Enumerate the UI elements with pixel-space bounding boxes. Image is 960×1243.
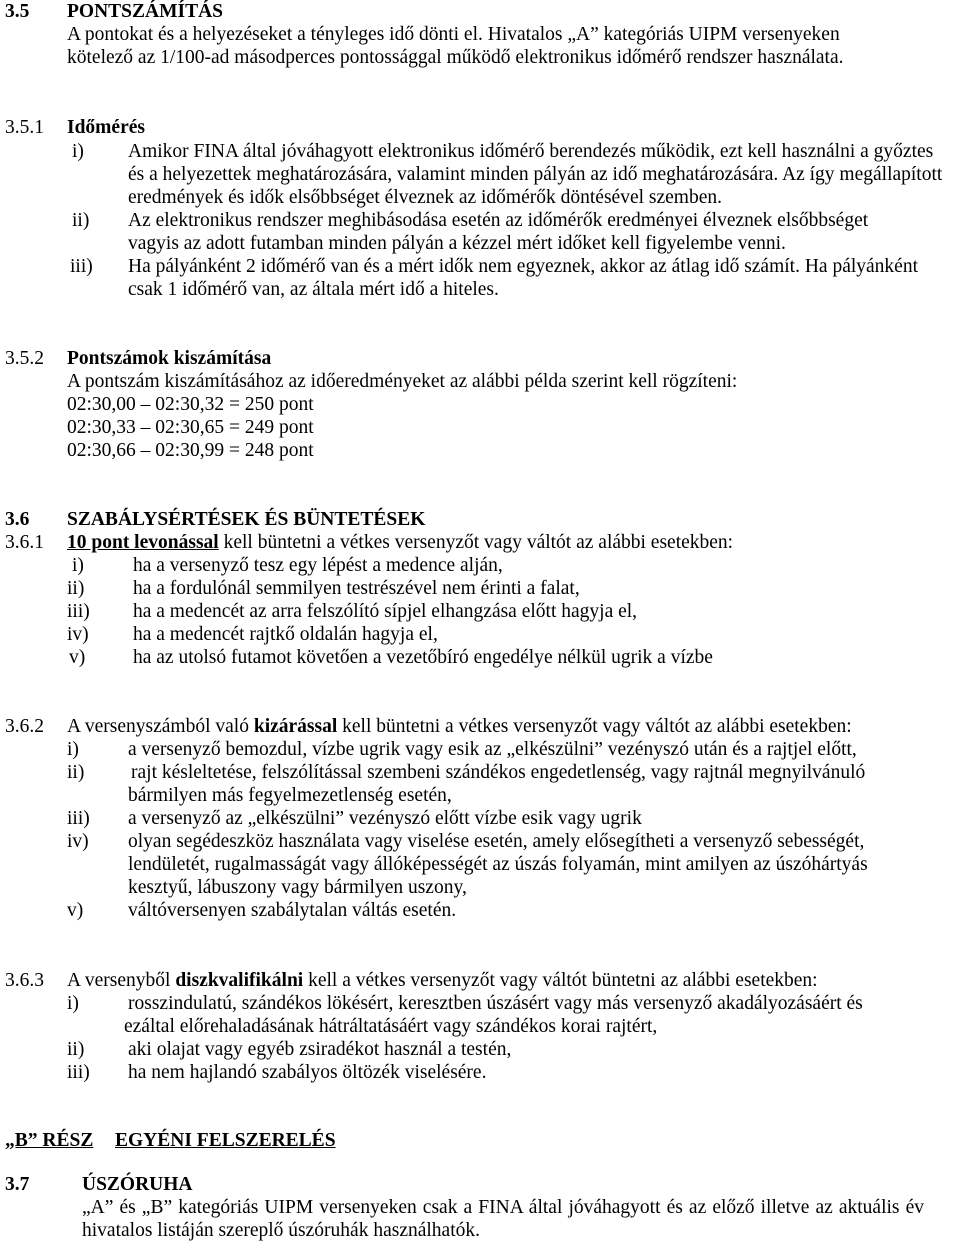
lead-text: A versenyszámból való — [67, 716, 254, 737]
example-line: 02:30,66 – 02:30,99 = 248 pont — [67, 440, 314, 461]
list-marker: iii) — [67, 601, 90, 622]
part-label: „B” RÉSZ — [5, 1130, 94, 1151]
list-item-text: ha nem hajlandó szabályos öltözék viselésére. — [128, 1062, 487, 1083]
list-item-text: rajt késleltetése, felszólítással szembeni szándékos engedetlenség, vagy rajtnál megnyilvánuló — [131, 762, 866, 783]
list-item-text: ha a medencét rajtkő oldalán hagyja el, — [133, 624, 438, 645]
list-marker: i) — [72, 141, 84, 162]
lead-text: kell a vétkes versenyzőt vagy váltót büntetni az alábbi esetekben: — [303, 970, 818, 991]
section-lead — [67, 531, 733, 554]
section-number: 3.5.2 — [5, 348, 44, 369]
section-number: 3.5 — [5, 1, 30, 22]
lead-emphasis: 10 pont levonással — [67, 532, 219, 553]
paragraph-line: kötelező az 1/100-ad másodperces pontossággal működő elektronikus időmérő rendszer használata. — [67, 47, 844, 68]
list-item-text: Az elektronikus rendszer meghibásodása esetén az időmérők eredményei élveznek elsőbbséget — [128, 210, 869, 231]
lead-emphasis: kizárással — [253, 716, 338, 737]
section-number: 3.6.2 — [5, 716, 44, 737]
section-number: 3.6.1 — [5, 532, 44, 553]
list-marker: ii) — [67, 1039, 85, 1060]
list-item-text: lendületét, rugalmasságát vagy állóképességét az úszás folyamán, mint amilyen az úszóhártyás — [128, 854, 868, 875]
list-item-text: ezáltal előrehaladásának hátráltatásáért vagy szándékos korai rajtért, — [124, 1016, 658, 1037]
list-marker: iii) — [67, 1062, 90, 1083]
section-title: PONTSZÁMÍTÁS — [67, 1, 224, 22]
section-number: 3.5.1 — [5, 117, 44, 138]
paragraph-line: A pontokat és a helyezéseket a tényleges idő dönti el. Hivatalos „A” kategóriás UIPM versenyeken — [67, 24, 840, 45]
list-marker: i) — [67, 739, 79, 760]
list-marker: iv) — [67, 831, 89, 852]
lead-text: kell büntetni a vétkes versenyzőt vagy váltót az alábbi esetekben: — [337, 716, 852, 737]
section-number: 3.7 — [5, 1174, 30, 1195]
list-item-text: olyan segédeszköz használata vagy viselése esetén, amely elősegítheti a versenyző sebességét, — [128, 831, 865, 852]
list-marker: v) — [67, 900, 84, 921]
list-item-text: eredmények és idők elsőbbséget élveznek az időmérők döntésével szemben. — [128, 187, 722, 208]
list-item-text: csak 1 időmérő van, az általa mért idő a hiteles. — [128, 279, 499, 300]
section-lead — [67, 715, 852, 738]
list-item-text: ha a fordulónál semmilyen testrészével nem érinti a falat, — [133, 578, 580, 599]
section-lead — [67, 969, 818, 992]
list-item-text: aki olajat vagy egyéb zsiradékot használ a testén, — [128, 1039, 512, 1060]
list-marker: ii) — [67, 762, 85, 783]
list-item-text: Ha pályánként 2 időmérő van és a mért idők nem egyeznek, akkor az átlag idő számít. Ha pályánként — [128, 256, 919, 277]
list-marker: ii) — [72, 210, 90, 231]
list-item-text: váltóversenyen szabálytalan váltás esetén. — [128, 900, 457, 921]
list-item-text: ha a versenyző tesz egy lépést a medence alján, — [133, 555, 503, 576]
part-title: EGYÉNI FELSZERELÉS — [115, 1130, 336, 1151]
list-item-text: ha a medencét az arra felszólító sípjel elhangzása előtt hagyja el, — [133, 601, 638, 622]
example-line: 02:30,33 – 02:30,65 = 249 pont — [67, 417, 314, 438]
list-item-text: a versenyző bemozdul, vízbe ugrik vagy esik az „elkészülni” vezényszó után és a rajtjel előtt, — [128, 739, 857, 760]
section-title: SZABÁLYSÉRTÉSEK ÉS BÜNTETÉSEK — [67, 509, 426, 530]
list-marker: i) — [72, 555, 84, 576]
lead-text: kell büntetni a vétkes versenyzőt vagy váltót az alábbi esetekben: — [218, 532, 734, 553]
list-item-text: vagyis az adott futamban minden pályán a kézzel mért időket kell figyelembe venni. — [128, 233, 786, 254]
section-number: 3.6 — [5, 509, 30, 530]
list-item-text: a versenyző az „elkészülni” vezényszó előtt vízbe esik vagy ugrik — [128, 808, 642, 829]
list-item-text: rosszindulatú, szándékos lökésért, keresztben úszásért vagy más versenyző akadályozásáért és — [128, 993, 863, 1014]
list-marker: iv) — [67, 624, 89, 645]
list-item-text: és a helyezettek meghatározására, valamint minden pályán az idő meghatározására. Az így megállapított — [128, 164, 943, 185]
lead-text: A versenyből — [67, 970, 176, 991]
list-marker: v) — [69, 647, 86, 668]
paragraph-line: hivatalos listáján szereplő úszóruhák használhatók. — [82, 1220, 480, 1241]
section-title: Pontszámok kiszámítása — [67, 348, 272, 369]
list-item-text: Amikor FINA által jóváhagyott elektronikus időmérő berendezés működik, ezt kell használni a győztes — [128, 141, 934, 162]
list-marker: i) — [67, 993, 79, 1014]
lead-emphasis: diszkvalifikálni — [175, 970, 304, 991]
paragraph-line: A pontszám kiszámításához az időeredményeket az alábbi példa szerint kell rögzíteni: — [67, 371, 738, 392]
list-marker: iii) — [70, 256, 93, 277]
list-marker: ii) — [67, 578, 85, 599]
list-item-text: bármilyen más fegyelmezetlenség esetén, — [128, 785, 452, 806]
list-marker: iii) — [67, 808, 90, 829]
section-title: Időmérés — [67, 117, 145, 138]
example-line: 02:30,00 – 02:30,32 = 250 pont — [67, 394, 314, 415]
paragraph-line: „A” és „B” kategóriás UIPM versenyeken csak a FINA által jóváhagyott és az előző illetve az aktuális év — [82, 1197, 924, 1218]
list-item-text: kesztyű, lábuszony vagy bármilyen uszony, — [128, 877, 467, 898]
section-number: 3.6.3 — [5, 970, 44, 991]
section-title: ÚSZÓRUHA — [82, 1174, 193, 1195]
list-item-text: ha az utolsó futamot követően a vezetőbíró engedélye nélkül ugrik a vízbe — [133, 647, 713, 668]
